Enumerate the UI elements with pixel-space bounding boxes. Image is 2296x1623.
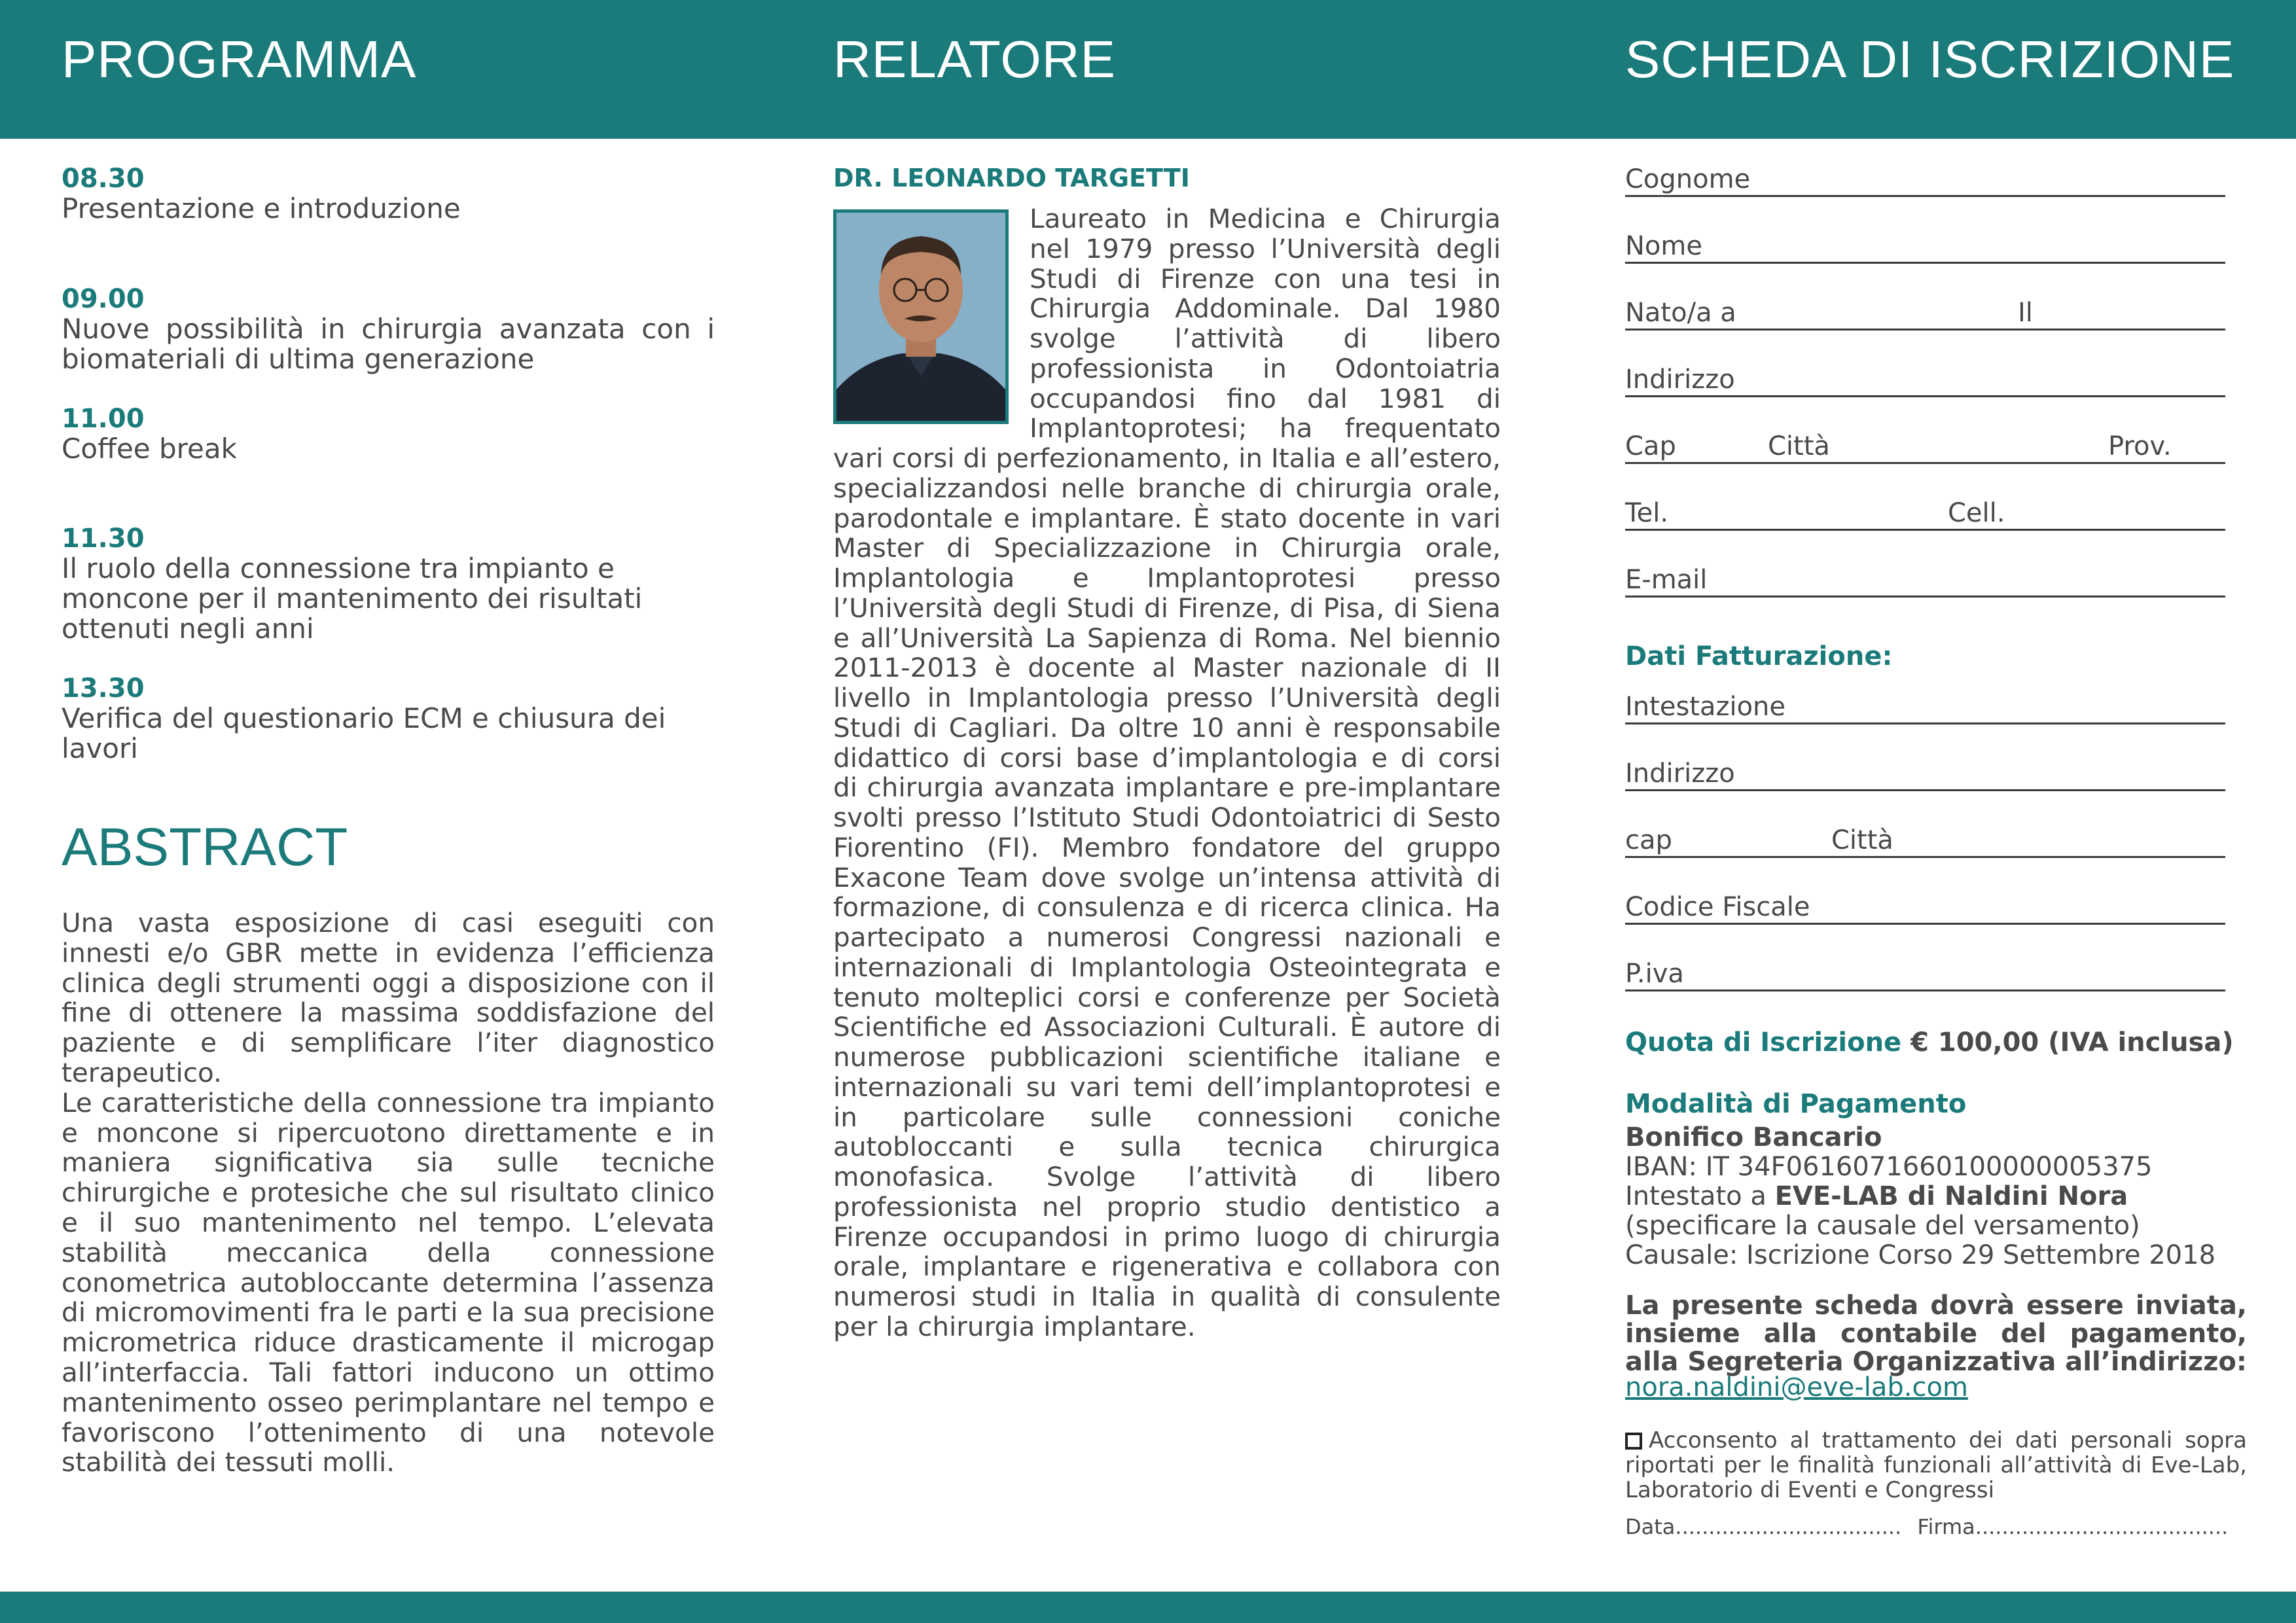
- causale: Causale: Iscrizione Corso 29 Settembre 2018: [1625, 1240, 2216, 1270]
- modalita-title: Modalità di Pagamento: [1625, 1089, 1967, 1119]
- field-fatt-indirizzo[interactable]: [1625, 759, 2225, 791]
- specificare-note: (specificare la causale del versamento): [1625, 1211, 2140, 1241]
- field-email[interactable]: [1625, 565, 2225, 597]
- abstract-body: [62, 908, 715, 1478]
- program-time: 09.00: [62, 284, 145, 314]
- field-fatt-cap-citta[interactable]: [1625, 826, 2225, 858]
- field-label: Indirizzo: [1625, 365, 1735, 395]
- speaker-bio-text: Laureato in Medicina e Chirurgia nel 1979 presso l’Università degli Studi di Firenze con una tesi in Chirurgia Addominale. Dal 1980 svolge l’attività di libero professionista in Odontoiatria occupandosi fino dal 1981 di Implantoprotesi; ha frequentato vari corsi di perfezionamento, in Italia e all’estero, specializzandosi nelle branche di chirurgia orale, parodontale e implantare. È stato docente in vari Master di Specializzazione in Chirurgia orale, Implantologia e Implantoprotesi presso l’Università degli Studi di Firenze, di Pisa, di Siena e all’Università La Sapienza di Roma. Nel biennio 2011-2013 è docente al Master nazionale di II livello in Implantologia presso l’Università degli Studi di Cagliari. Da oltre 10 anni è responsabile didattico di corsi base d’implantologia e di corsi di chirurgia avanzata implantare e pre-implantare svolti presso l’Istituto Studi Odontoiatrici di Sesto Fiorentino (FI). Membro fondatore del gruppo Exacone Team dove svolge un’intensa attività di formazione, di consulenza e di ricerca clinica. Ha partecipato a numerosi Congressi nazionali e internazionali di Implantologia Osteointegrata e tenuto molteplici corsi e conferenze per Società Scientifiche ed Associazioni Culturali. È autore di numerose pubblicazioni scientifiche italiane e internazionali su vari temi dell’implantoprotesi e in particolare sulle connessioni coniche autobloccanti e sulla tecnica chirurgica monofasica. Svolge l’attività di libero professionista nel proprio studio dentistico a Firenze occupandosi in primo luogo di chirurgia orale, implantare e rigenerativa e collabora con numerosi studi in Italia in qualità di consulente per la chirurgia implantare.: [833, 203, 1501, 1342]
- field-label: Cap: [1625, 431, 1676, 461]
- field-label: Città: [1768, 431, 1830, 461]
- field-intestazione[interactable]: [1625, 692, 2225, 724]
- consent-checkbox[interactable]: [1625, 1433, 1642, 1450]
- field-label: Città: [1831, 825, 1893, 855]
- iban: IBAN: IT 34F0616071660100000005375: [1625, 1152, 2153, 1182]
- program-item: Il ruolo della connessione tra impianto e moncone per il mantenimento dei risultati ottenuti negli anni: [62, 552, 643, 645]
- program-time: 13.30: [62, 673, 145, 704]
- firma-field[interactable]: Firma......................................: [1917, 1514, 2229, 1539]
- intestato-prefix: Intestato a: [1625, 1181, 1767, 1211]
- program-time: 11.30: [62, 524, 145, 554]
- payment-details: [1625, 1123, 2247, 1270]
- field-label: P.iva: [1625, 959, 1684, 989]
- program-time: 11.00: [62, 404, 145, 434]
- speaker-name: DR. LEONARDO TARGETTI: [833, 164, 1190, 192]
- program-item: Presentazione e introduzione: [62, 192, 461, 224]
- field-nato[interactable]: [1625, 298, 2225, 330]
- programma-title: PROGRAMMA: [62, 30, 417, 88]
- relatore-title: RELATORE: [833, 30, 1116, 88]
- field-nome[interactable]: [1625, 232, 2225, 264]
- bonifico-label: Bonifico Bancario: [1625, 1122, 1882, 1152]
- field-label: E-mail: [1625, 565, 1708, 595]
- field-cognome[interactable]: [1625, 165, 2225, 197]
- intestato-line: [1625, 1182, 2247, 1211]
- program-item: Coffee break: [62, 433, 237, 465]
- field-label: Nome: [1625, 231, 1702, 261]
- contact-email-link[interactable]: nora.naldini@eve-lab.com: [1625, 1372, 1968, 1402]
- program-time: 08.30: [62, 164, 145, 194]
- send-instructions: La presente scheda dovrà essere inviata, insieme alla contabile del pagamento, alla Segreteria Organizzativa all’indirizzo:: [1625, 1291, 2247, 1377]
- abstract-title: ABSTRACT: [62, 817, 348, 877]
- intestato-name: EVE-LAB di Naldini Nora: [1774, 1181, 2128, 1211]
- field-label: Intestazione: [1625, 692, 1786, 722]
- field-cap-citta-prov[interactable]: [1625, 432, 2225, 464]
- field-tel-cell[interactable]: [1625, 499, 2225, 531]
- quota-label: Quota di Iscrizione: [1625, 1027, 1902, 1058]
- program-item: Verifica del questionario ECM e chiusura dei lavori: [62, 702, 666, 764]
- abstract-paragraph: Una vasta esposizione di casi eseguiti con innesti e/o GBR mette in evidenza l’efficienza clinica degli strumenti oggi a disposizione con il fine di ottenere la massima soddisfazione del paziente e di semplificare l’iter diagnostico terapeutico.: [62, 907, 715, 1088]
- data-field[interactable]: Data..................................: [1625, 1514, 1902, 1539]
- field-label: Nato/a a: [1625, 298, 1736, 328]
- field-piva[interactable]: [1625, 959, 2225, 991]
- program-item: Nuove possibilità in chirurgia avanzata con i biomateriali di ultima generazione: [62, 313, 715, 375]
- quota-value: € 100,00 (IVA inclusa): [1910, 1027, 2234, 1058]
- fatturazione-title: Dati Fatturazione:: [1625, 641, 1893, 671]
- field-label: Tel.: [1625, 498, 1669, 528]
- quota-line: [1625, 1027, 2234, 1058]
- photo-spacer: [833, 204, 1030, 427]
- field-label: Cognome: [1625, 164, 1751, 194]
- scheda-title: SCHEDA DI ISCRIZIONE: [1625, 30, 2235, 88]
- consent-text: Acconsento al trattamento dei dati personali sopra riportati per le finalità funzionali all’attività di Eve-Lab, Laboratorio di Eventi e Congressi: [1625, 1427, 2247, 1503]
- field-label: Il: [2018, 298, 2033, 328]
- abstract-paragraph: Le caratteristiche della connessione tra impianto e moncone si ripercuotono direttamente e in maniera significativa sia sulle tecniche chirurgiche e protesiche che sul risultato clinico e il suo mantenimento nel tempo. L’elevata stabilità meccanica della connessione conometrica autobloccante determina l’assenza di micromovimenti fra le parti e la sua precisione micrometrica riduce drasticamente il microgap all’interfaccia. Tali fattori inducono un ottimo mantenimento osseo perimplantare nel tempo e favoriscono l’ottenimento di una notevole stabilità dei tessuti molli.: [62, 1086, 715, 1478]
- speaker-bio: [833, 204, 1501, 1342]
- consent-block: [1625, 1428, 2247, 1503]
- field-label: Cell.: [1948, 498, 2005, 528]
- field-label: Prov.: [2108, 431, 2172, 461]
- field-codice-fiscale[interactable]: [1625, 893, 2225, 925]
- field-label: Codice Fiscale: [1625, 892, 1810, 922]
- footer-bar: [0, 1592, 2296, 1623]
- signature-line: [1625, 1515, 2247, 1539]
- field-label: Indirizzo: [1625, 758, 1735, 789]
- field-indirizzo[interactable]: [1625, 365, 2225, 397]
- field-label: cap: [1625, 825, 1672, 855]
